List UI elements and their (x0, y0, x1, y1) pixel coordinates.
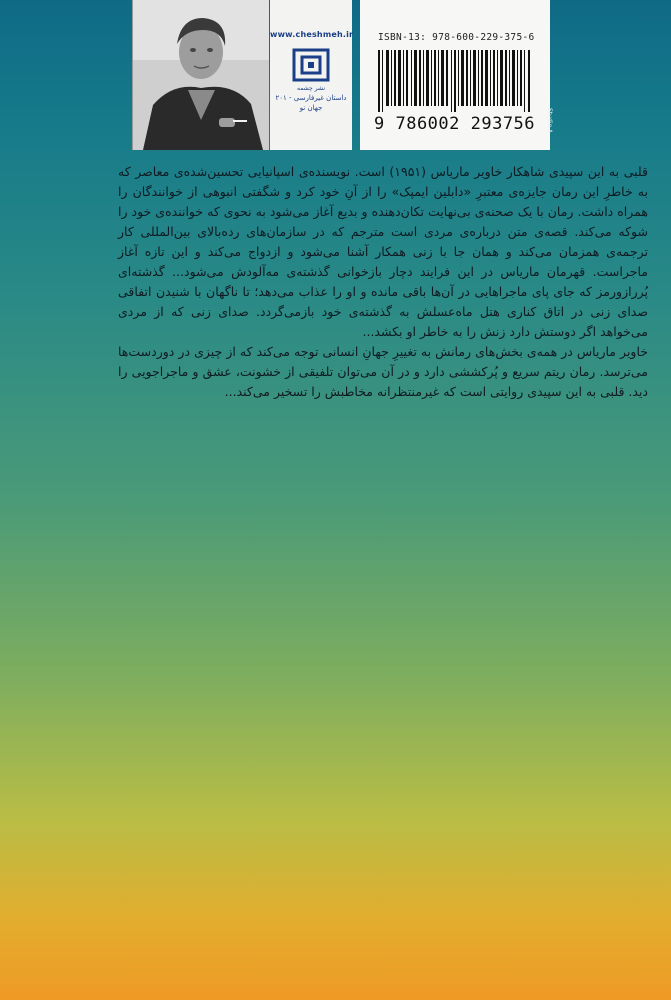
isbn-label: ISBN-13: 978-600-229-375-6 (378, 32, 535, 43)
publisher-label: نشر چشمه (297, 85, 325, 92)
barcode-digits: 9 786002 293756 (374, 114, 536, 134)
cheshmeh-logo-icon (291, 47, 331, 83)
back-cover-blurb (118, 162, 648, 402)
author-photo (132, 0, 269, 150)
blurb-paragraph-2: خاویر ماریاس در همه‌ی بخش‌های رمانش به تغییرِ جهانِ انسانی توجه می‌کند که از چیزی در دوردست‌ها می‌ترسد. رمان ریتم سریع و پُرکششی دارد و در آن می‌توان تلفیقی از خشونت، عشق و ماجراجویی را دید. قلبی به این سپیدی روایتی است که غیرمنتظرانه مخاطبش را تسخیر می‌کند... (118, 344, 648, 399)
barcode-panel (360, 0, 550, 150)
series-line-2: جهان نو (299, 104, 323, 112)
blurb-paragraph-1: قلبی به این سپیدی شاهکار خاویر ماریاس (۱۹۵۱) است. نویسنده‌ی اسپانیایی تحسین‌شده‌ی معاصر که به خاطرِ این رمان جایزه‌ی معتبرِ «دابلین ایمپک» را از آنِ خود کرد و شگفتی انبوهی از خوانندگان را همراه داشت. رمان با یک صحنه‌ی بی‌نهایت تکان‌دهنده و بدیع آغاز می‌شود به نحوی که خواننده‌ی خود را شوکه می‌کند. قصه‌ی متن درباره‌ی مردی است مترجم که در سازمان‌های رده‌بالای بین‌المللی کار ترجمه‌ی همزمان می‌کند و همان جا با زنی همکار آشنا می‌شود و ازدواج می‌کند و این تازه آغاز ماجراست. قهرمان ماریاس در این فرایند دچار بازخوانی گذشته‌ی مه‌آلودش می‌شود... گذشته‌ای پُررازورمز که جای پای ماجراهایی در آن‌ها باقی مانده و او را عذاب می‌دهد؛ تا ناگهان با شنیدن اتفاقی صدای زنی در اتاق کناری هتل ماه‌عسلش به گذشته‌ی خود بازمی‌گردد. صدای زنی که از مردی می‌خواهد اگر دوستش دارد زنش را به خاطر او بکشد... (118, 164, 648, 339)
studio-mark: Studio A (546, 108, 553, 134)
series-line-1: داستان غیرفارسی - ۲۰۱ (275, 94, 347, 102)
publisher-logo-panel (270, 0, 352, 150)
barcode-icon (378, 50, 532, 112)
publisher-website: www.cheshmeh.ir (270, 30, 354, 39)
